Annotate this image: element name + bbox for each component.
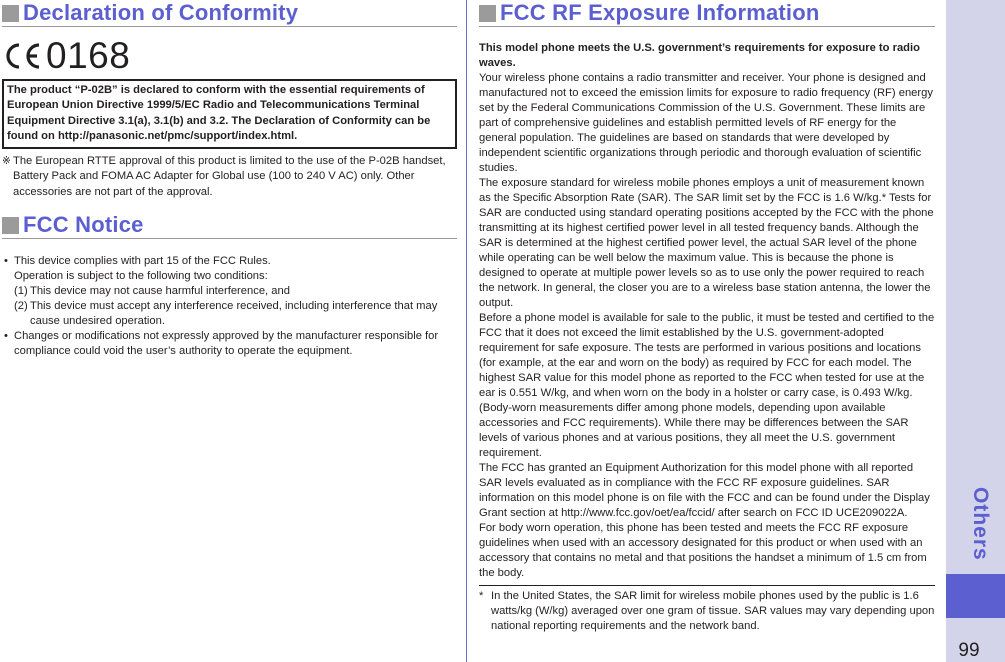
rf-paragraph: The FCC has granted an Equipment Authorization for this model phone with all reported SAR levels evaluated as in compliance with the FCC RF exposure guidelines. SAR information on this model phone is on file with the FCC and can be found under the Display Grant section at http://www.fcc.gov/oet/ea/fccid/ after search on FCC ID UCE209022A. — [479, 462, 930, 519]
declaration-box: The product “P-02B” is declared to conform with the essential requirements of European Union Directive 1999/5/EC Radio and Telecommunications Terminal Equipment Directive 3.1(a), 3.1(b) and 3.2. The Declaration of Conformity can be found on http://panasonic.net/pmc/support/index.html. — [2, 79, 457, 149]
ce-notified-body-number: 0168 — [46, 35, 131, 76]
rf-exposure-heading-text: FCC RF Exposure Information — [500, 0, 820, 25]
fcc-notice-heading — [2, 212, 457, 239]
declaration-heading — [2, 0, 457, 27]
condition-number: (2) — [14, 300, 28, 313]
right-column — [479, 0, 935, 634]
declaration-heading-text: Declaration of Conformity — [23, 0, 299, 25]
rf-paragraph: Before a phone model is available for sale to the public, it must be tested and certified to the FCC that it does not exceed the limit established by the U.S. government-adopted requirement for safe exposure. The tests are performed in various positions and locations (for example, at the ear and worn on the body) as required by FCC for each model. The highest SAR value for this model phone as reported to the FCC when tested for use at the ear is 0.551 W/kg, and when worn on the body in a holster or carry case, is 0.493 W/kg. (Body-worn measurements differ among phone models, depending upon available accessories and FCC requirements). While there may be differences between the SAR levels of various phones and at various positions, they all meet the U.S. government requirement. — [479, 312, 935, 459]
fcc-notice-heading-text: FCC Notice — [23, 212, 144, 238]
condition-text: This device may not cause harmful interference, and — [30, 285, 290, 298]
chapter-tab-marker — [946, 574, 1005, 618]
column-divider — [466, 0, 467, 662]
heading-square-icon — [2, 5, 19, 22]
note-mark: ※ — [2, 155, 11, 168]
chapter-sidebar — [946, 0, 1005, 662]
rf-paragraph: For body worn operation, this phone has been tested and meets the FCC RF exposure guidelines when used with an accessory designated for this product or when used with an accessory that contains no metal and that positions the handset a minimum of 1.5 cm from the body. — [479, 522, 927, 579]
page-number: 99 — [958, 640, 980, 661]
sar-footnote — [479, 585, 935, 634]
bullet-icon: • — [4, 330, 8, 343]
ce-mark-icon — [2, 41, 42, 71]
condition-item — [14, 299, 457, 329]
rf-exposure-heading — [479, 0, 935, 27]
heading-square-icon — [479, 5, 496, 22]
footnote-mark: * — [479, 590, 484, 602]
left-column — [2, 0, 457, 359]
bullet1-line1: This device complies with part 15 of the FCC Rules. — [14, 255, 271, 268]
rf-paragraph: The exposure standard for wireless mobile phones employs a unit of measurement known as the Specific Absorption Rate (SAR). The SAR limit set by the FCC is 1.6 W/kg.* Tests for SAR are conducted using standard operating positions accepted by the FCC with the phone transmitting at its highest certified power level in all tested frequency bands. Although the SAR is determined at the highest certified power level, the actual SAR level of the phone while operating can be well below the maximum value. This is because the phone is designed to operate at multiple power levels so as to use only the power required to reach the network. In general, the closer you are to a wireless base station antenna, the lower the output. — [479, 177, 934, 309]
rf-paragraph: Your wireless phone contains a radio transmitter and receiver. Your phone is designed and manufactured not to exceed the emission limits for exposure to radio frequency (RF) energy set by the Federal Communications Commission of the U.S. Government. These limits are part of comprehensive guidelines and establish permitted levels of RF energy for the general population. The guidelines are based on standards that were developed by independent scientific organizations through periodic and thorough evaluation of scientific studies. — [479, 72, 933, 174]
condition-number: (1) — [14, 285, 28, 298]
bullet1-line2: Operation is subject to the following two conditions: — [14, 270, 268, 283]
bullet-icon: • — [4, 255, 8, 268]
condition-item — [14, 284, 457, 299]
bullet2-text: Changes or modifications not expressly approved by the manufacturer responsible for compliance could void the user’s authority to operate the equipment. — [14, 330, 439, 358]
heading-square-icon — [2, 217, 19, 234]
list-item — [2, 254, 457, 329]
ce-marking — [2, 35, 457, 76]
list-item — [2, 329, 457, 359]
rtte-note-text: The European RTTE approval of this product is limited to the use of the P-02B handset, Battery Pack and FOMA AC Adapter for Global use (100 to 240 V AC) only. Other accessories are not part of the approval. — [13, 155, 446, 198]
fcc-notice-list — [2, 254, 457, 359]
rf-exposure-body — [479, 41, 935, 581]
rtte-note — [2, 154, 457, 200]
chapter-tab-label[interactable]: Others — [969, 487, 992, 561]
condition-text: This device must accept any interference received, including interference that may cause undesired operation. — [30, 300, 438, 328]
rf-lead-paragraph: This model phone meets the U.S. government’s requirements for exposure to radio waves. — [479, 42, 920, 69]
footnote-text: In the United States, the SAR limit for wireless mobile phones used by the public is 1.6 watts/kg (W/kg) averaged over one gram of tissue. SAR values may vary depending upon national reporting requirements and the network band. — [491, 590, 935, 632]
